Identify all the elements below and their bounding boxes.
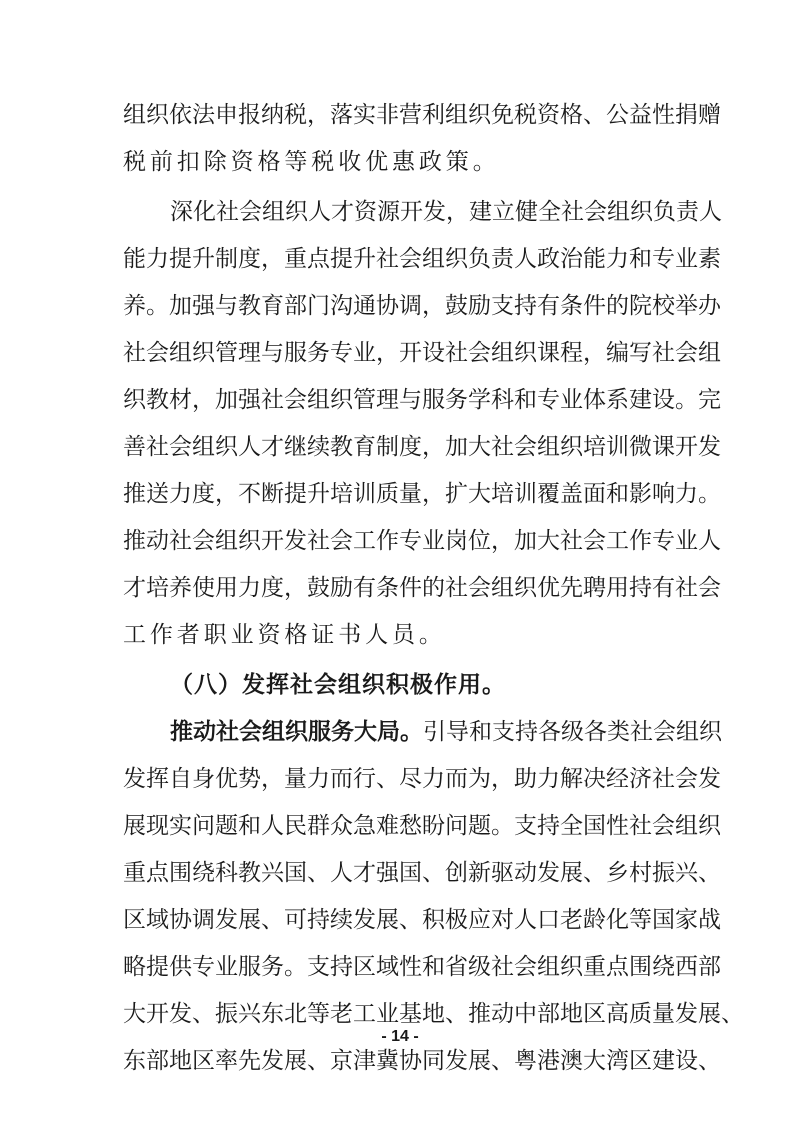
- paragraph-3-line-3: 展现实问题和人民群众急难愁盼问题。支持全国性社会组织: [123, 813, 721, 839]
- paragraph-2-line-6: 善社会组织人才继续教育制度，加大社会组织培训微课开发: [123, 434, 721, 460]
- paragraph-1-line-1: 组织依法申报纳税，落实非营利组织免税资格、公益性捐赠: [123, 102, 721, 128]
- paragraph-1-line-2: 税前扣除资格等税收优惠政策。: [123, 149, 500, 175]
- paragraph-3-line-2: 发挥自身优势，量力而行、尽力而为，助力解决经济社会发: [123, 766, 721, 792]
- paragraph-3-lead: 推动社会组织服务大局。: [170, 719, 423, 745]
- paragraph-2-line-9: 才培养使用力度，鼓励有条件的社会组织优先聘用持有社会: [123, 575, 721, 601]
- paragraph-3-line-7: 大开发、振兴东北等老工业基地、推动中部地区高质量发展、: [123, 1001, 744, 1027]
- paragraph-2-line-3: 养。加强与教育部门沟通协调，鼓励支持有条件的院校举办: [123, 293, 721, 319]
- page-number: - 14 -: [381, 1028, 419, 1045]
- section-heading: （八）发挥社会组织积极作用。: [170, 672, 506, 698]
- paragraph-3-line-1: [170, 717, 722, 747]
- paragraph-2-line-4: 社会组织管理与服务专业，开设社会组织课程，编写社会组: [123, 340, 721, 366]
- paragraph-2-line-5: 织教材，加强社会组织管理与服务学科和专业体系建设。完: [123, 387, 721, 413]
- paragraph-2-line-2: 能力提升制度，重点提升社会组织负责人政治能力和专业素: [123, 246, 721, 272]
- paragraph-3-line-6: 略提供专业服务。支持区域性和省级社会组织重点围绕西部: [123, 954, 721, 980]
- paragraph-3-line-8: 东部地区率先发展、京津冀协同发展、粤港澳大湾区建设、: [123, 1048, 721, 1074]
- paragraph-2-line-1: 深化社会组织人才资源开发，建立健全社会组织负责人: [170, 199, 722, 225]
- paragraph-3-line-4: 重点围绕科教兴国、人才强国、创新驱动发展、乡村振兴、: [123, 860, 721, 886]
- paragraph-3-line-5: 区域协调发展、可持续发展、积极应对人口老龄化等国家战: [123, 907, 721, 933]
- paragraph-2-line-10: 工作者职业资格证书人员。: [123, 622, 446, 648]
- paragraph-2-line-8: 推动社会组织开发社会工作专业岗位，加大社会工作专业人: [123, 528, 721, 554]
- paragraph-3-line-1-rest: 引导和支持各级各类社会组织: [423, 719, 722, 745]
- paragraph-2-line-7: 推送力度，不断提升培训质量，扩大培训覆盖面和影响力。: [123, 481, 721, 507]
